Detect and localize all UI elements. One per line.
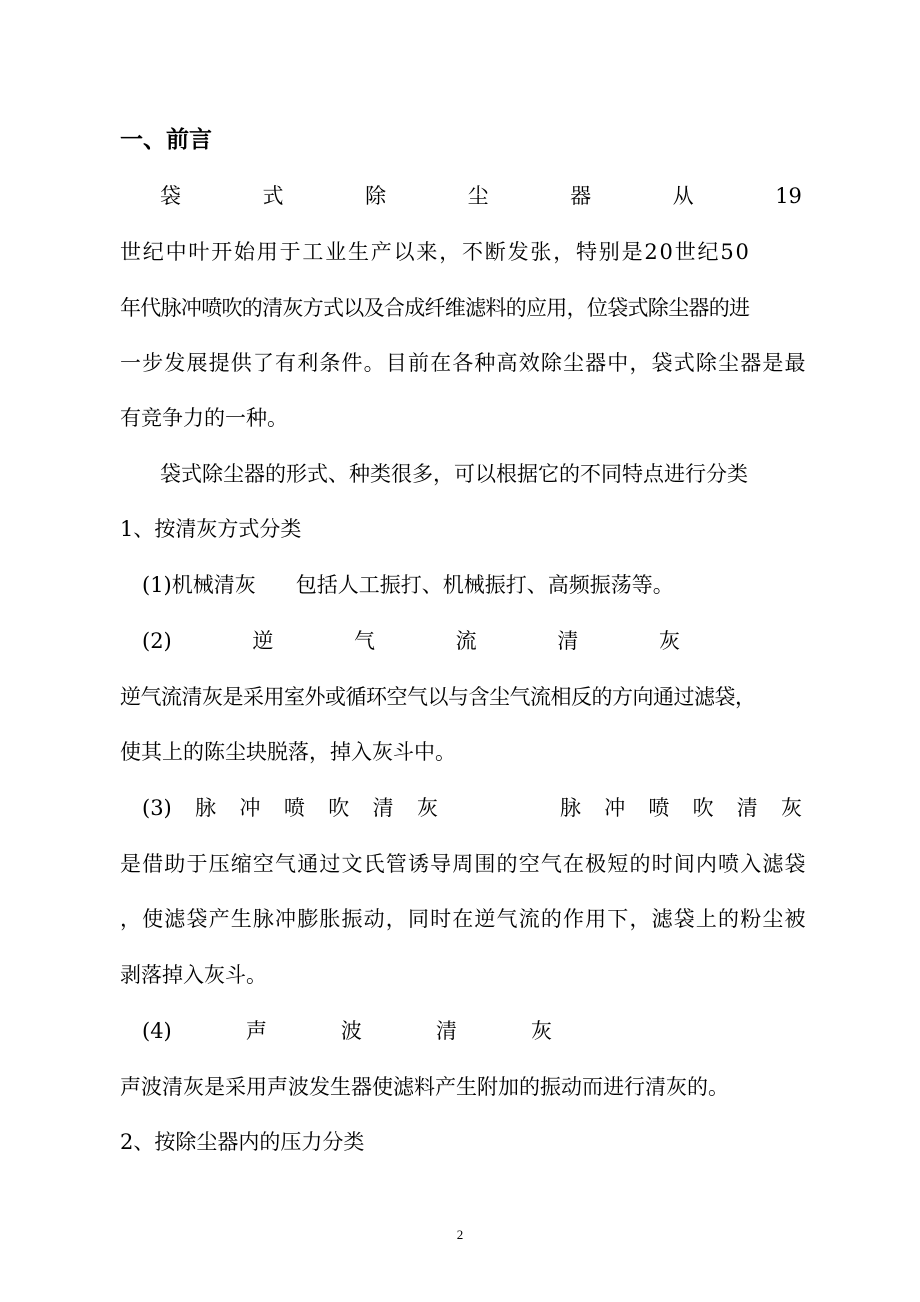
word: 从 <box>672 184 694 208</box>
word: 除 <box>365 184 387 208</box>
word: 吹 <box>328 796 350 820</box>
word: 喷 <box>648 796 670 820</box>
page-number: 2 <box>456 1227 464 1242</box>
word: 清 <box>557 629 579 653</box>
word: 袋 <box>160 184 181 208</box>
word: 喷 <box>283 796 305 820</box>
word: 器 <box>570 184 592 208</box>
item-3-line-2: 是借助于压缩空气通过文氏管诱导周围的空气在极短的时间内喷入滤袋 <box>120 852 807 876</box>
paragraph-1-line-4: 一步发展提供了有利条件。目前在各种高效除尘器中，袋式除尘器是最 <box>120 351 807 375</box>
word: 清 <box>736 796 758 820</box>
word: 灰 <box>658 629 680 653</box>
item-1-text: 包括人工振打、机械振打、高频振荡等。 <box>295 573 674 597</box>
section-heading: 一、前言 <box>120 127 212 153</box>
item-3-line-4: 剥落掉入灰斗。 <box>120 963 267 987</box>
paragraph-1-line-2: 世纪中叶开始用于工业生产以来，不断发张，特别是20世纪50 <box>120 240 751 264</box>
word: (2) <box>142 629 172 653</box>
word: 灰 <box>780 796 802 820</box>
word: 清 <box>372 796 394 820</box>
word: 波 <box>340 1019 362 1043</box>
word: 19 <box>775 184 802 208</box>
paragraph-1-line-1 <box>160 182 802 210</box>
word: 脉 <box>195 796 217 820</box>
word: 尘 <box>467 184 489 208</box>
item-3-line-3: ，使滤袋产生脉冲膨胀振动，同时在逆气流的作用下，滤袋上的粉尘被 <box>120 907 807 931</box>
item-2-line-2: 逆气流清灰是采用室外或循环空气以与含尘气流相反的方向通过滤袋， <box>120 685 756 709</box>
item-4-line-2: 声波清灰是采用声波发生器使滤料产生附加的振动而进行清灰的。 <box>120 1075 729 1099</box>
word: 冲 <box>239 796 261 820</box>
word: 流 <box>455 629 477 653</box>
paragraph-2: 袋式除尘器的形式、种类很多，可以根据它的不同特点进行分类 <box>160 462 748 486</box>
item-2-line-3: 使其上的陈尘块脱落，掉入灰斗中。 <box>120 740 456 764</box>
item-4-line-1 <box>142 1017 552 1045</box>
word: 灰 <box>417 796 438 820</box>
word: 清 <box>435 1019 457 1043</box>
word: 气 <box>354 629 376 653</box>
word: 逆 <box>252 629 274 653</box>
word: 灰 <box>531 1019 552 1043</box>
word: 脉 <box>560 796 581 820</box>
word: 吹 <box>692 796 714 820</box>
word: 式 <box>262 184 284 208</box>
item-1 <box>142 571 824 599</box>
paragraph-1-line-3: 年代脉冲喷吹的清灰方式以及合成纤维滤料的应用，位袋式除尘器的进 <box>120 296 750 320</box>
word: (4) <box>142 1019 172 1043</box>
subsection-2-title: 2、按除尘器内的压力分类 <box>120 1130 365 1154</box>
paragraph-1-line-5: 有竞争力的一种。 <box>120 406 288 430</box>
item-1-label: (1)机械清灰 <box>142 573 256 597</box>
item-2-line-1 <box>142 627 680 655</box>
word: 冲 <box>604 796 626 820</box>
word: (3) <box>142 796 172 820</box>
subsection-1-title: 1、按清灰方式分类 <box>120 517 302 541</box>
word: 声 <box>245 1019 267 1043</box>
